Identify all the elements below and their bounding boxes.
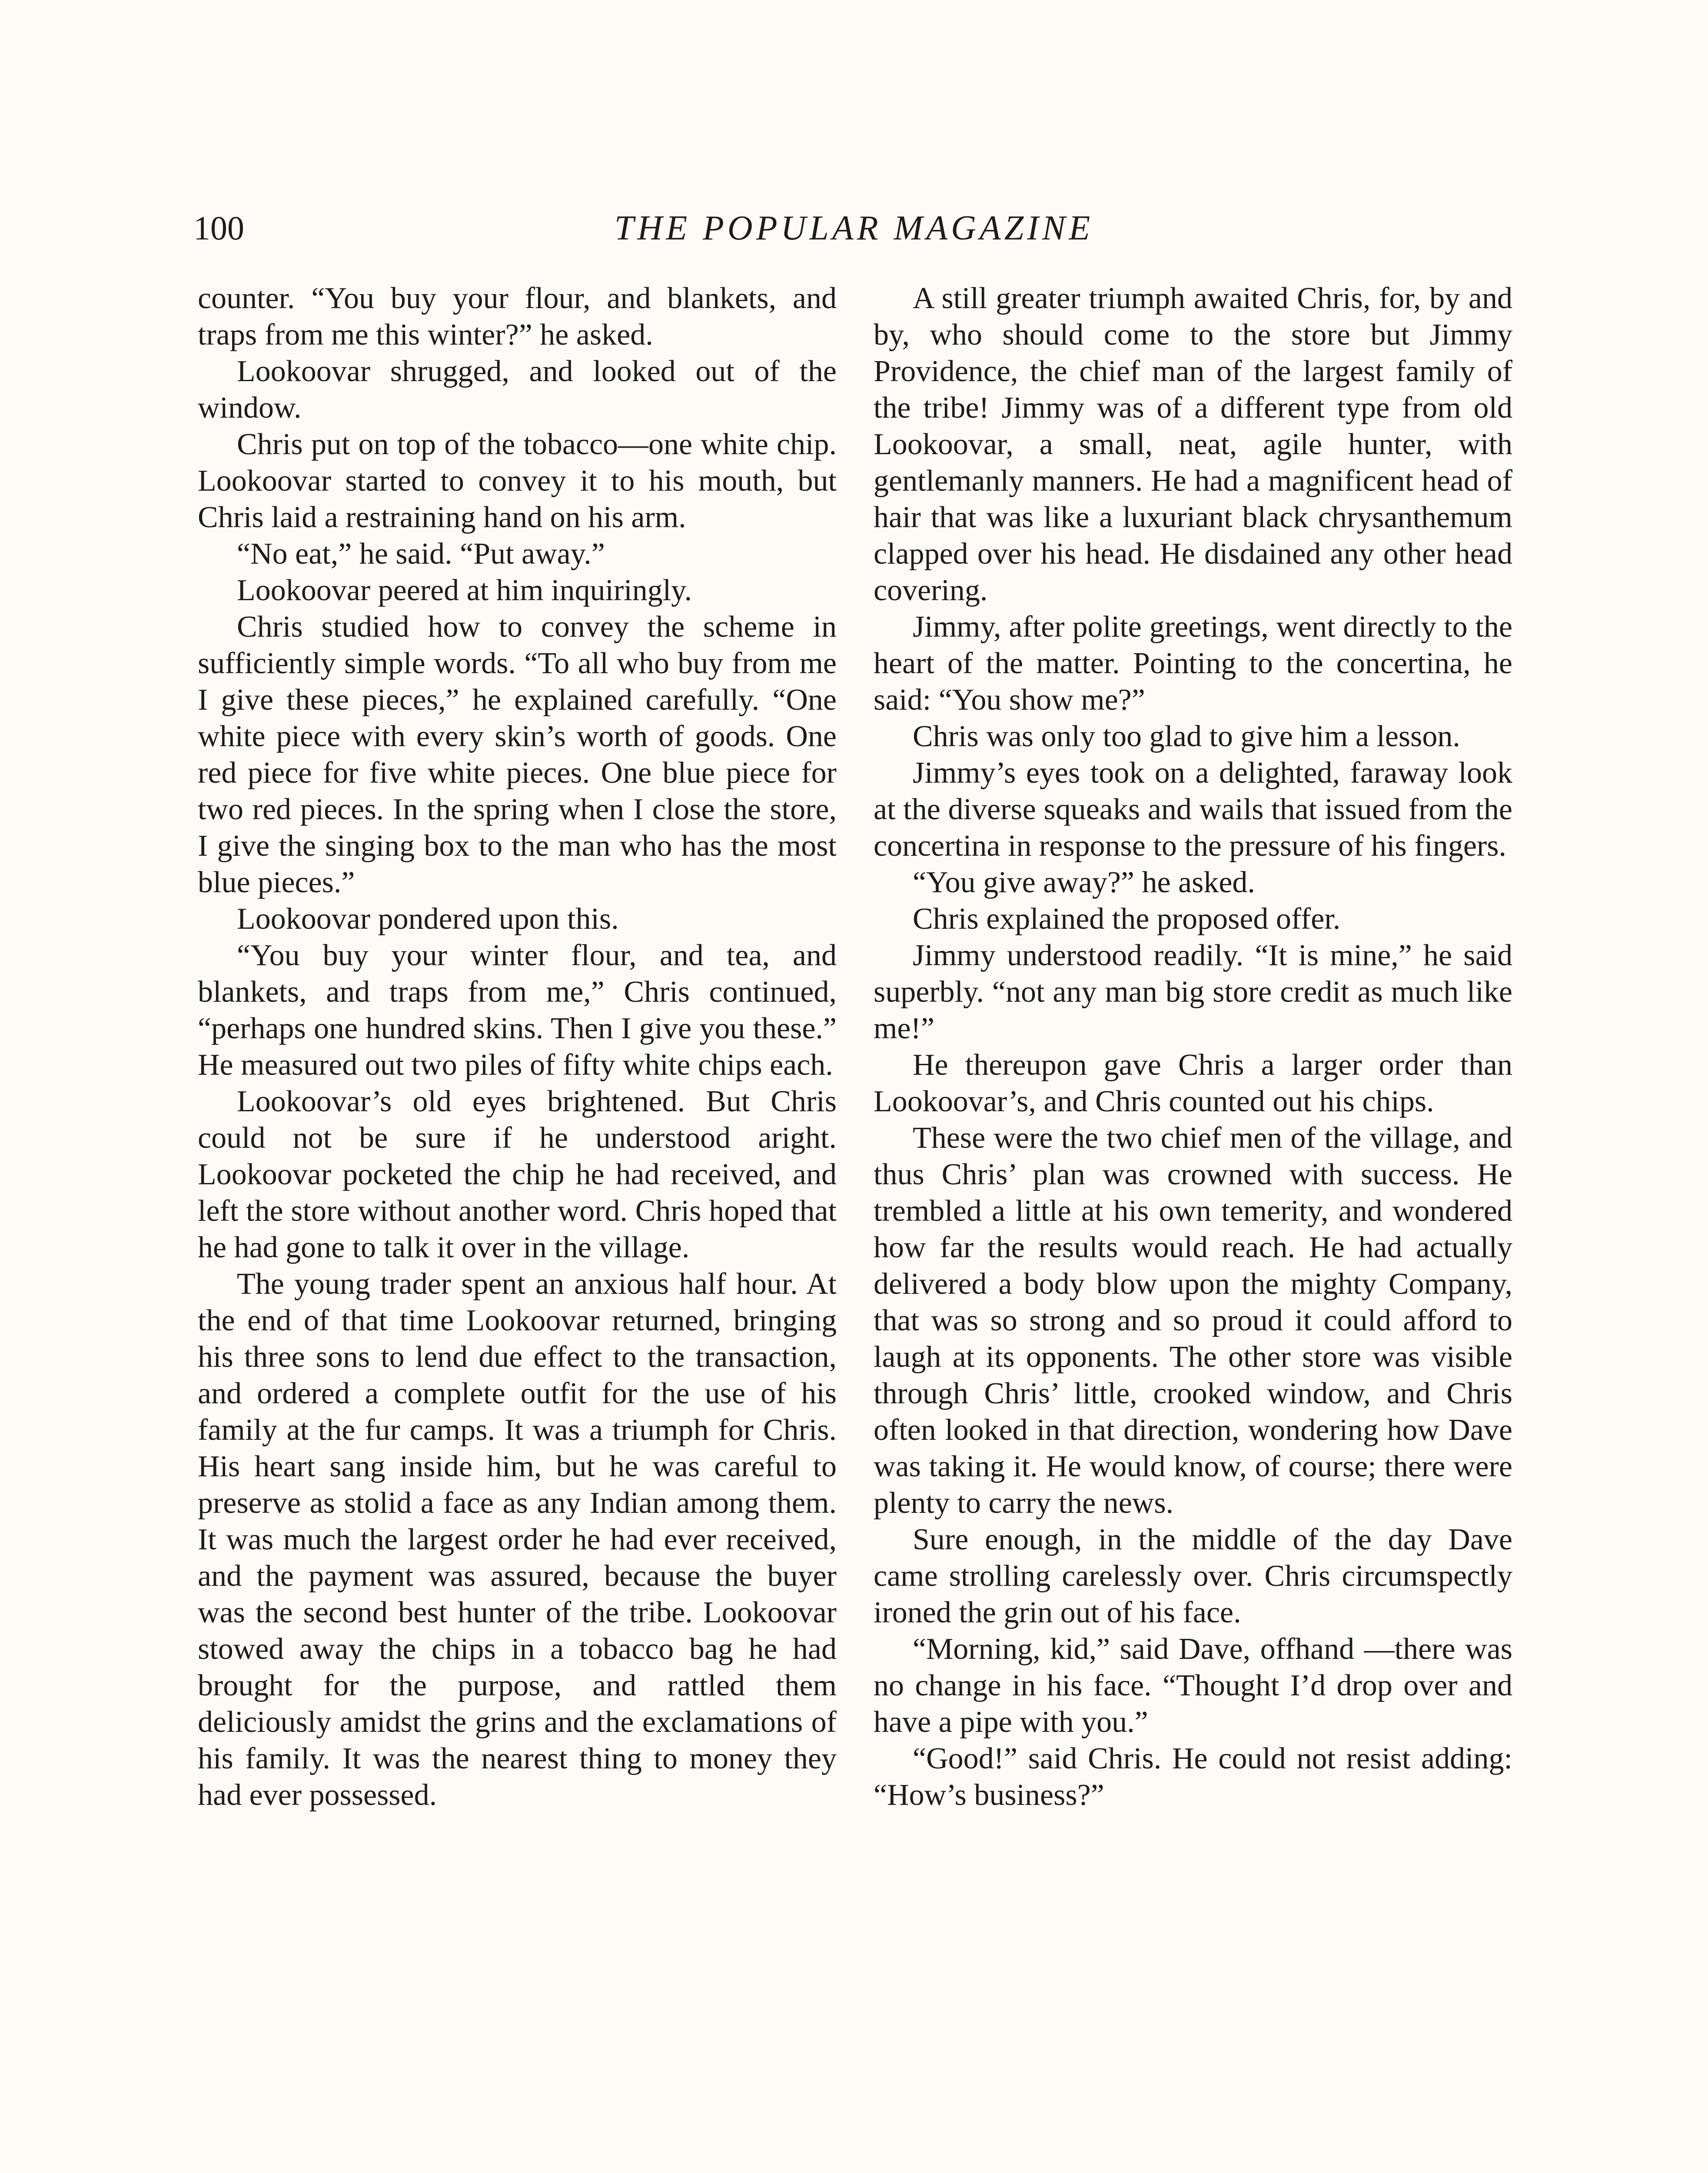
paragraph: A still greater triumph awaited Chris, for, by and by, who should come to the store but Jimmy Providence, the chief man of the largest family of the tribe! Jimmy was of a different type from old Lookoovar, a small, neat, agile hunter, with gentlemanly manners. He had a magnificent head of hair that was like a luxuriant black chrysanthemum clapped over his head. He disdained any other head covering. xyxy=(874,282,1512,607)
paragraph: counter. “You buy your flour, and blankets, and traps from me this winter?” he asked. xyxy=(198,282,837,352)
text-column-left xyxy=(198,280,837,2173)
paragraph: Jimmy’s eyes took on a delighted, faraway look at the diverse squeaks and wails that issued from the concertina in response to the pressure of his fingers. xyxy=(874,756,1512,863)
paragraph: Chris studied how to convey the scheme in sufficiently simple words. “To all who buy from me I give these pieces,” he explained carefully. “One white piece with every skin’s worth of goods. One red piece for five white pieces. One blue piece for two red pieces. In the spring when I close the store, I give the singing box to the man who has the most blue pieces.” xyxy=(198,610,837,899)
paragraph: “No eat,” he said. “Put away.” xyxy=(237,537,605,571)
text-column-right xyxy=(874,280,1512,2173)
paragraph: “You buy your winter flour, and tea, and blankets, and traps from me,” Chris continued, “perhaps one hundred skins. Then I give you these.” He measured out two piles of fifty white chips each. xyxy=(198,939,837,1082)
paragraph: Jimmy, after polite greetings, went directly to the heart of the matter. Pointing to the concertina, he said: “You show me?” xyxy=(874,610,1512,717)
paragraph: Chris put on top of the tobacco—one white chip. Lookoovar started to convey it to his mouth, but Chris laid a restraining hand on his arm. xyxy=(198,428,837,534)
paragraph: These were the two chief men of the village, and thus Chris’ plan was crowned with success. He trembled a little at his own temerity, and wondered how far the results would reach. He had actually delivered a body blow upon the mighty Company, that was so strong and so proud it could afford to laugh at its opponents. The other store was visible through Chris’ little, crooked window, and Chris often looked in that direction, wondering how Dave was taking it. He would know, of course; there were plenty to carry the news. xyxy=(874,1121,1512,1520)
paragraph: “Morning, kid,” said Dave, offhand —there was no change in his face. “Thought I’d drop over and have a pipe with you.” xyxy=(874,1632,1512,1739)
paragraph: He thereupon gave Chris a larger order than Lookoovar’s, and Chris counted out his chips. xyxy=(874,1048,1512,1118)
paragraph: Chris explained the proposed offer. xyxy=(913,902,1341,936)
magazine-title: THE POPULAR MAGAZINE xyxy=(614,209,1094,247)
paragraph: Chris was only too glad to give him a lesson. xyxy=(913,720,1460,753)
paragraph: The young trader spent an anxious half hour. At the end of that time Lookoovar returned, bringing his three sons to lend due effect to the transaction, and ordered a complete outfit for the use of his family at the fur camps. It was a triumph for Chris. His heart sang inside him, but he was careful to preserve as stolid a face as any Indian among them. It was much the largest order he had ever received, and the payment was assured, because the buyer was the second best hunter of the tribe. Lookoovar stowed away the chips in a tobacco bag he had brought for the purpose, and rattled them deliciously amidst the grins and the exclamations of his family. It was the nearest thing to money they had ever possessed. xyxy=(198,1267,837,1812)
paragraph: Sure enough, in the middle of the day Dave came strolling carelessly over. Chris circumspectly ironed the grin out of his face. xyxy=(874,1523,1512,1629)
page-number: 100 xyxy=(193,209,244,247)
running-header xyxy=(193,204,1515,261)
paragraph: Lookoovar pondered upon this. xyxy=(237,902,619,936)
paragraph: “You give away?” he asked. xyxy=(913,866,1255,899)
paragraph: Jimmy understood readily. “It is mine,” he said superbly. “not any man big store credit as much like me!” xyxy=(874,939,1512,1045)
paragraph: “Good!” said Chris. He could not resist adding: “How’s business?” xyxy=(874,1742,1512,1812)
paragraph: Lookoovar shrugged, and looked out of the window. xyxy=(198,355,837,425)
paragraph: Lookoovar peered at him inquiringly. xyxy=(237,574,692,607)
paragraph: Lookoovar’s old eyes brightened. But Chris could not be sure if he understood aright. Lookoovar pocketed the chip he had received, and left the store without another word. Chris hoped that he had gone to talk it over in the village. xyxy=(198,1085,837,1264)
